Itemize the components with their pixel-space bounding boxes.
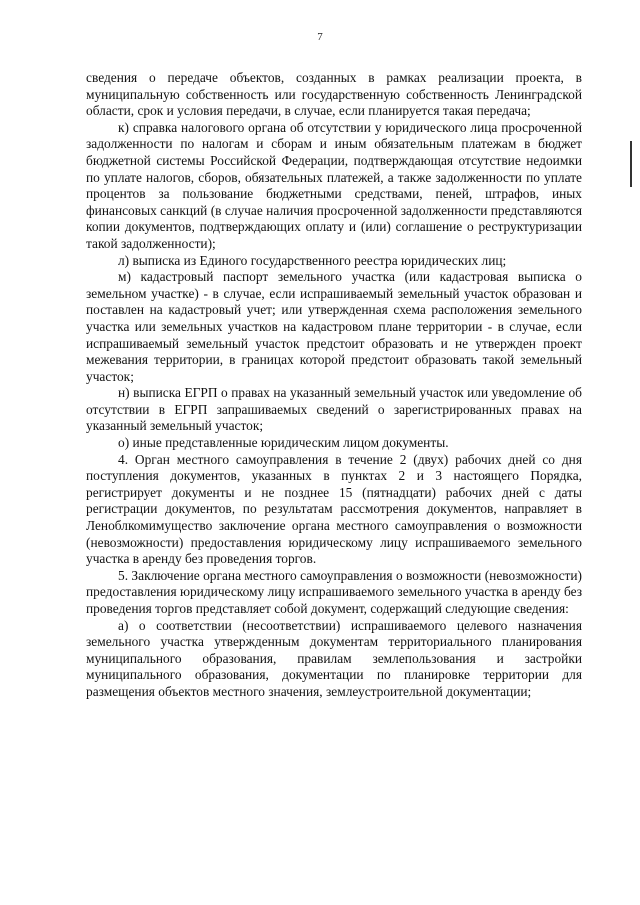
paragraph-k-tax-certificate: к) справка налогового органа об отсутствии у юридического лица просроченной задолженности по налогам и сборам и иным обязательным платежам в бюджет бюджетной системы Российской Федерации, подтверждающая отсутствие недоимки по уплате налогов, сборов, обязательных платежей, а также задолженности по уплате процентов за пользование бюджетными средствами, пеней, штрафов, иных финансовых санкций (в случае наличия просроченной задолженности представляются копии документов, подтверждающих оплату и (или) соглашение о реструктуризации такой задолженности);: [86, 119, 582, 251]
paragraph-transfer-info: сведения о передаче объектов, созданных в рамках реализации проекта, в муниципальную собственность или государственную собственность Ленинградской области, срок и условия передачи, в случае, если планируется такая передача;: [86, 70, 582, 119]
paragraph-n-egrp-extract: н) выписка ЕГРП о правах на указанный земельный участок или уведомление об отсутствии в ЕГРП запрашиваемых сведений о зарегистрированных правах на указанный земельный участок;: [86, 385, 582, 434]
paragraph-4-registration: 4. Орган местного самоуправления в течение 2 (двух) рабочих дней со дня поступления документов, указанных в пунктах 2 и 3 настоящего Порядка, регистрирует документы и не позднее 15 (пятнадцати) рабочих дней с даты регистрации документов, по результатам рассмотрения документов, направляет в Леноблкомимущество заключение органа местного самоуправления о возможности (невозможности) предоставления юридическому лицу испрашиваемого земельного участка в аренду без проведения торгов.: [86, 451, 582, 567]
document-body: [86, 70, 582, 701]
paragraph-m-cadastral-passport: м) кадастровый паспорт земельного участка (или кадастровая выписка о земельном участке) - в случае, если испрашиваемый земельный участок образован и поставлен на кадастровый учет; или утвержденная схема расположения земельного участка или земельных участков на кадастровом плане территории - в случае, если испрашиваемый земельный участок предстоит образовать и не утвержден проект межевания территории, в границах которой предстоит образовать такой земельный участок;: [86, 269, 582, 384]
paragraph-5-conclusion: 5. Заключение органа местного самоуправления о возможности (невозможности) предоставления юридическому лицу испрашиваемого земельного участка в аренду без проведения торгов представляет собой документ, содержащий следующие сведения:: [86, 567, 582, 616]
page-number: 7: [317, 31, 323, 43]
paragraph-l-registry-extract: л) выписка из Единого государственного реестра юридических лиц;: [118, 252, 507, 268]
margin-mark: [630, 141, 632, 187]
paragraph-o-other-documents: о) иные представленные юридическим лицом документы.: [118, 435, 449, 451]
paragraph-a-compliance: а) о соответствии (несоответствии) испрашиваемого целевого назначения земельного участка утвержденным документам территориального планирования муниципального образования, правилам землепользования и застройки муниципального образования, документации по планировке территории для размещения объектов местного значения, землеустроительной документации;: [86, 617, 582, 699]
